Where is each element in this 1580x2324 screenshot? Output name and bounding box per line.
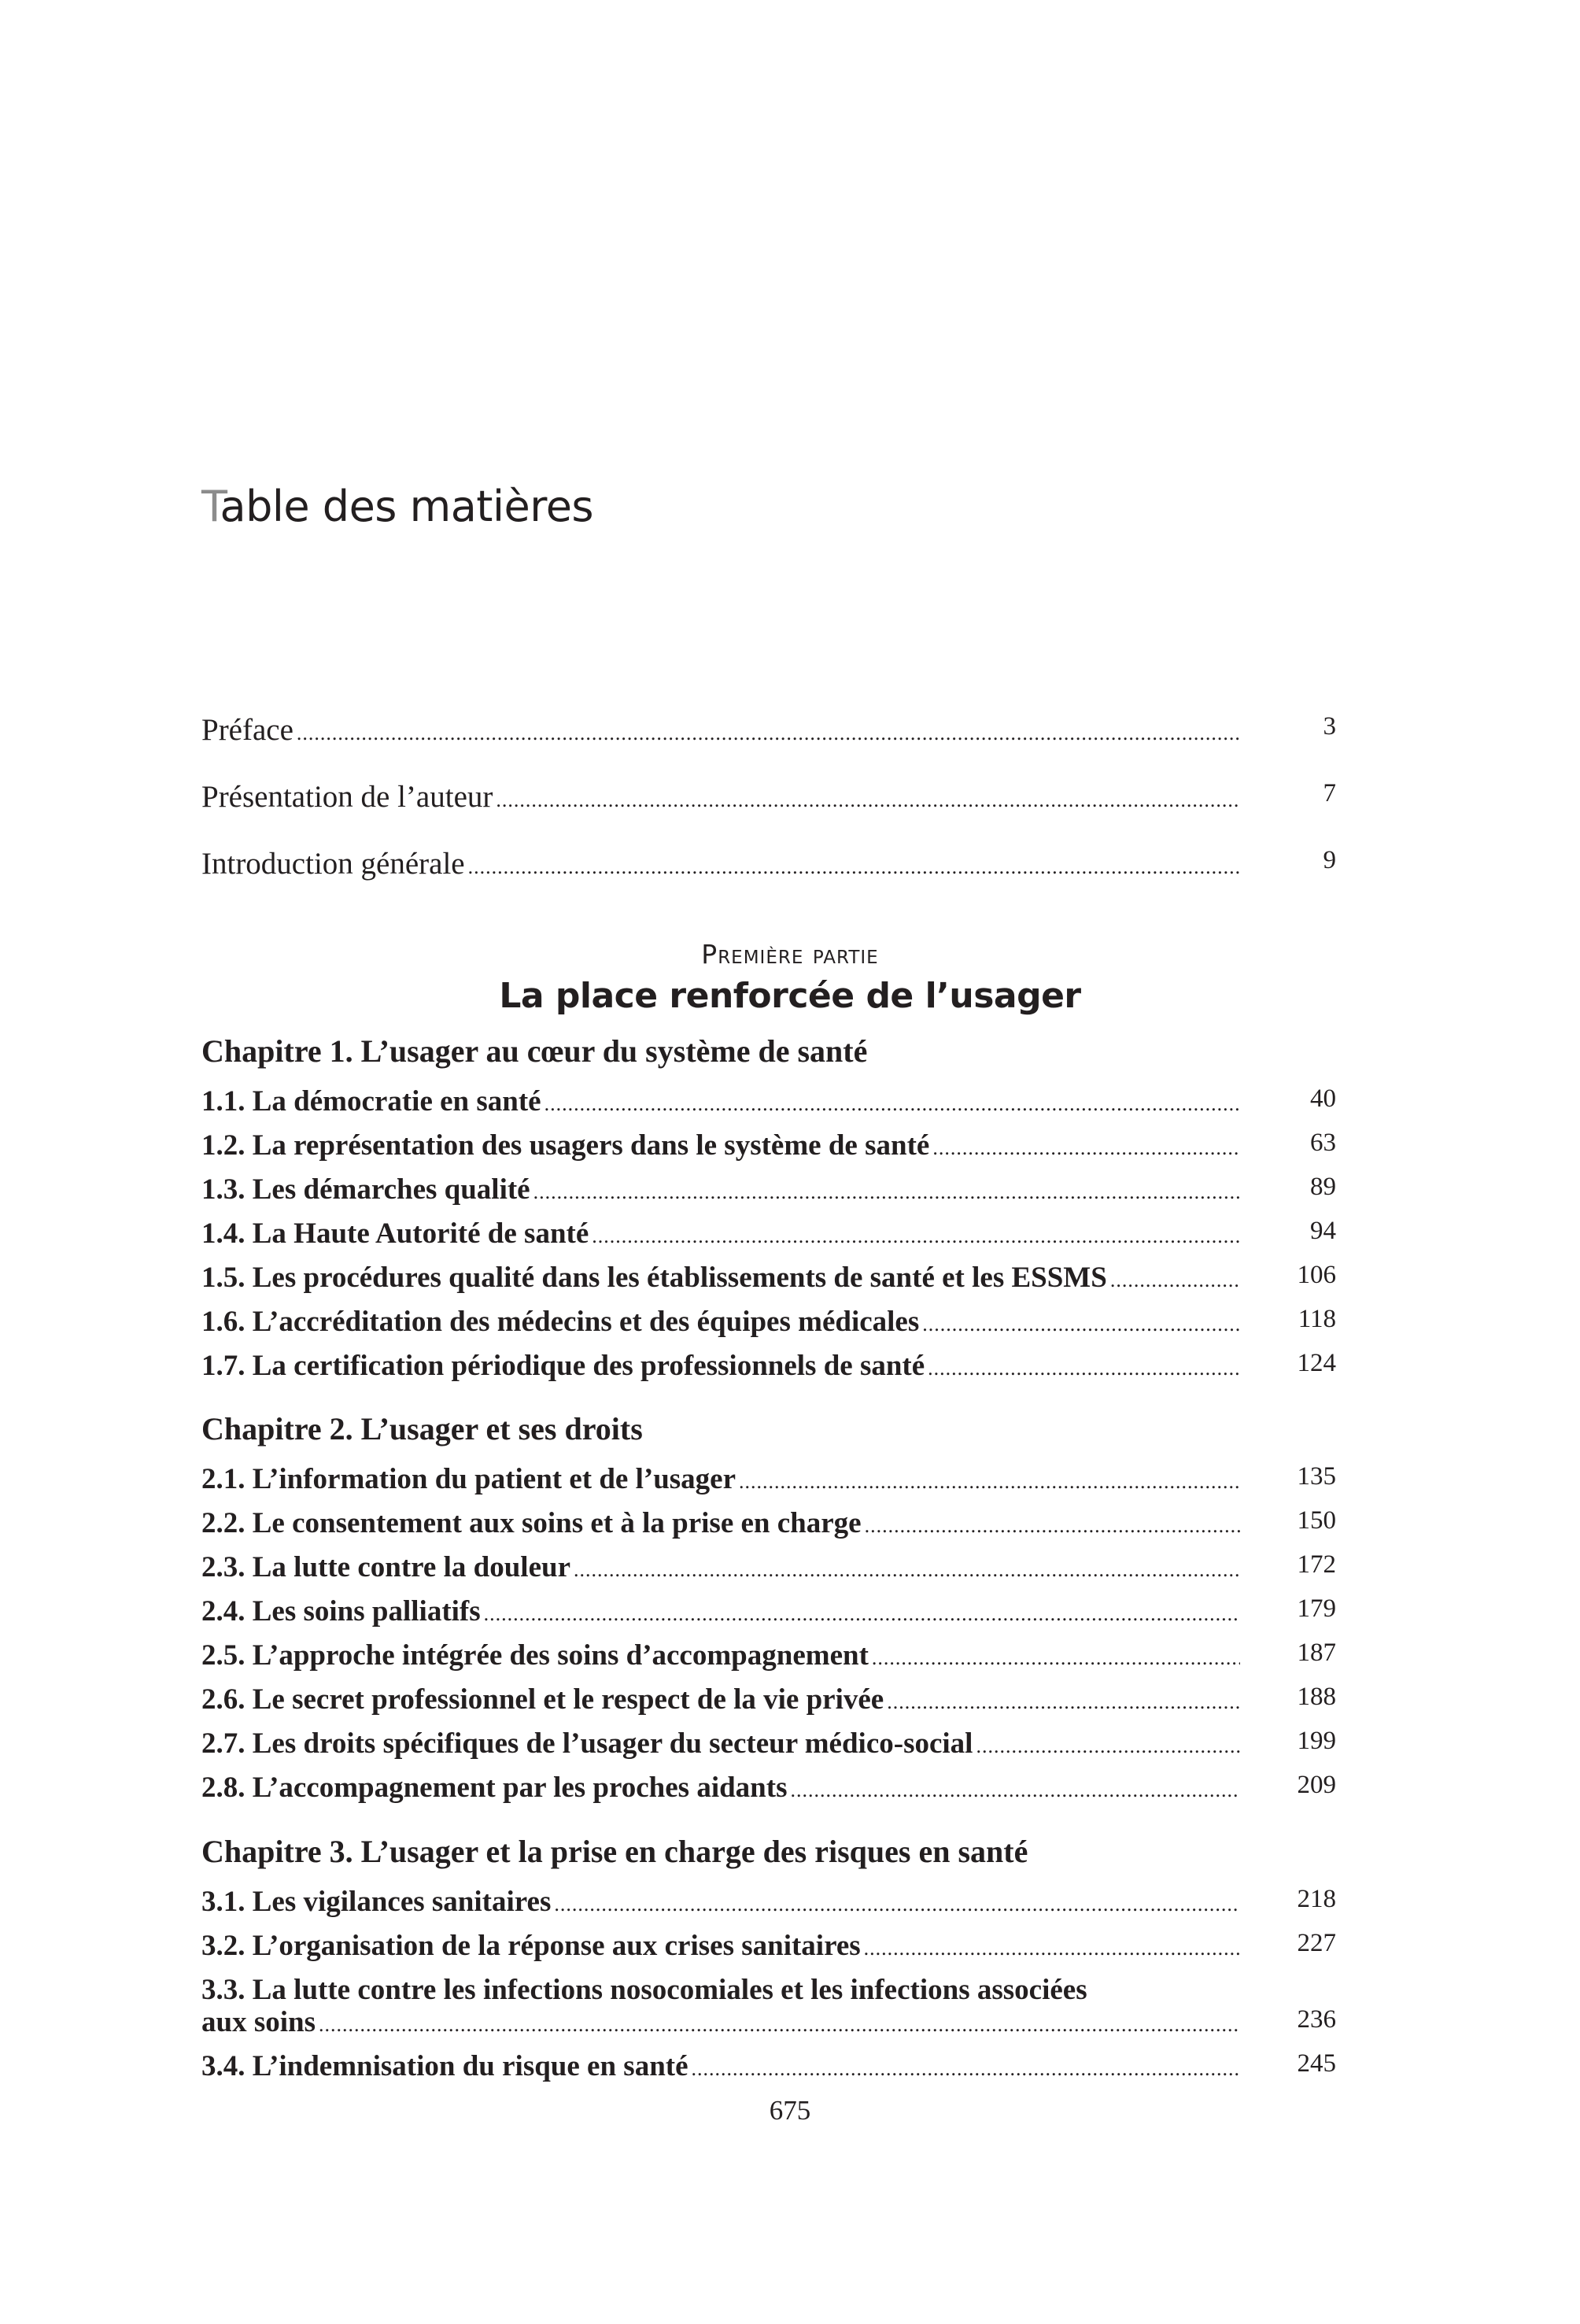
toc-section[interactable] [201, 1594, 1336, 1628]
toc-section-page: 187 [1297, 1639, 1336, 1667]
toc-section[interactable] [201, 1084, 1336, 1118]
toc-section[interactable] [201, 2049, 1336, 2083]
toc-section-label: 2.7. Les droits spécifiques de l’usager du secteur médico-social [201, 1727, 973, 1760]
toc-entry-label: Présentation de l’auteur [201, 780, 493, 814]
toc-section-page: 118 [1298, 1305, 1336, 1333]
toc-section-page: 188 [1297, 1683, 1336, 1711]
dot-leader [484, 1602, 1240, 1626]
toc-section-label: 2.3. La lutte contre la douleur [201, 1551, 570, 1583]
toc-section[interactable] [201, 1550, 1336, 1584]
toc-section[interactable] [201, 1349, 1336, 1383]
toc-entry-label: Introduction générale [201, 847, 465, 881]
toc-section-page: 218 [1297, 1885, 1336, 1913]
toc-section-label: 2.6. Le secret professionnel et le respect de la vie privée [201, 1683, 884, 1716]
toc-section-label: 1.6. L’accréditation des médecins et des équipes médicales [201, 1306, 920, 1338]
toc-section-page: 63 [1310, 1129, 1336, 1157]
chapter-heading: Chapitre 1. L’usager au cœur du système de santé [201, 1033, 868, 1069]
page-title-initial: T [201, 482, 220, 531]
dot-leader [592, 1225, 1240, 1248]
toc-section-label: 3.4. L’indemnisation du risque en santé [201, 2050, 688, 2082]
toc-section-page: 209 [1297, 1771, 1336, 1799]
part-title: La place renforcée de l’usager [499, 976, 1081, 1016]
toc-entry-page: 7 [1323, 779, 1336, 807]
dot-leader [468, 855, 1240, 879]
toc-section-label: 1.1. La démocratie en santé [201, 1085, 541, 1118]
toc-section-label: 2.2. Le consentement aux soins et à la prise en charge [201, 1507, 862, 1539]
dot-leader [976, 1735, 1240, 1758]
dot-leader [545, 1092, 1240, 1116]
toc-section-page: 40 [1310, 1084, 1336, 1113]
toc-entry-presentation-auteur[interactable] [201, 779, 1336, 815]
toc-section[interactable] [201, 1506, 1336, 1540]
toc-section[interactable] [201, 1217, 1336, 1251]
toc-section-label: 1.7. La certification périodique des professionnels de santé [201, 1350, 925, 1382]
toc-section-label: 3.2. L’organisation de la réponse aux crises sanitaires [201, 1930, 861, 1962]
dot-leader [864, 1937, 1240, 1960]
toc-section[interactable] [201, 1305, 1336, 1339]
dot-leader [932, 1136, 1240, 1160]
dot-leader [865, 1514, 1240, 1538]
dot-leader [922, 1313, 1240, 1336]
page-number: 675 [769, 2095, 811, 2126]
part-kicker: Première partie [701, 939, 879, 970]
toc-section-label-line1: 3.3. La lutte contre les infections nosocomiales et les infections associées [201, 1974, 1087, 2006]
dot-leader [872, 1646, 1240, 1670]
page-title [201, 482, 593, 531]
toc-section-page: 94 [1310, 1217, 1336, 1245]
toc-entry-page: 9 [1323, 846, 1336, 874]
toc-section-page: 135 [1297, 1462, 1336, 1491]
toc-section[interactable] [201, 2005, 1336, 2039]
toc-section-page: 199 [1297, 1727, 1336, 1755]
chapter-heading: Chapitre 2. L’usager et ses droits [201, 1411, 643, 1446]
dot-leader [790, 1779, 1240, 1802]
toc-section-label: 2.5. L’approche intégrée des soins d’accompagnement [201, 1639, 869, 1672]
toc-section-label: 3.1. Les vigilances sanitaires [201, 1886, 552, 1918]
dot-leader [554, 1893, 1240, 1916]
toc-section[interactable] [201, 1261, 1336, 1295]
dot-leader [928, 1357, 1240, 1380]
toc-section[interactable] [201, 1885, 1336, 1919]
toc-entry-page: 3 [1323, 712, 1336, 741]
dot-leader [574, 1558, 1240, 1582]
dot-leader [1110, 1269, 1240, 1292]
dot-leader [319, 2013, 1240, 2037]
toc-entry-introduction[interactable] [201, 846, 1336, 881]
toc-section[interactable] [201, 1727, 1336, 1761]
dot-leader [887, 1690, 1240, 1714]
toc-section[interactable] [201, 1639, 1336, 1672]
dot-leader [496, 789, 1240, 812]
chapter-heading: Chapitre 3. L’usager et la prise en charge des risques en santé [201, 1834, 1028, 1869]
toc-section[interactable] [201, 1929, 1336, 1963]
toc-section-page: 179 [1297, 1594, 1336, 1623]
toc-section-page: 236 [1297, 2005, 1336, 2034]
toc-section-page: 89 [1310, 1173, 1336, 1201]
toc-section-label: 2.8. L’accompagnement par les proches aidants [201, 1772, 788, 1804]
toc-section-label: 1.3. Les démarches qualité [201, 1173, 530, 1206]
toc-section-label: 1.2. La représentation des usagers dans le système de santé [201, 1129, 930, 1162]
dot-leader [297, 722, 1240, 745]
toc-entry-preface[interactable] [201, 712, 1336, 748]
toc-section-page: 106 [1297, 1261, 1336, 1289]
toc-section-label: 1.4. La Haute Autorité de santé [201, 1217, 589, 1250]
toc-section[interactable] [201, 1129, 1336, 1162]
toc-section[interactable] [201, 1462, 1336, 1496]
dot-leader [739, 1470, 1240, 1494]
dot-leader [533, 1180, 1240, 1204]
toc-section-page: 172 [1297, 1550, 1336, 1579]
toc-section-label: 2.4. Les soins palliatifs [201, 1595, 481, 1628]
toc-section-page: 245 [1297, 2049, 1336, 2078]
toc-section-page: 150 [1297, 1506, 1336, 1535]
toc-entry-label: Préface [201, 713, 293, 747]
toc-section-page: 124 [1297, 1349, 1336, 1377]
dot-leader [692, 2057, 1240, 2081]
toc-section[interactable] [201, 1683, 1336, 1716]
toc-section-page: 227 [1297, 1929, 1336, 1957]
toc-section[interactable] [201, 1173, 1336, 1206]
toc-section[interactable] [201, 1771, 1336, 1805]
toc-section-label: 2.1. L’information du patient et de l’usager [201, 1463, 736, 1495]
page-title-rest: able des matières [220, 482, 594, 531]
toc-section-label: 1.5. Les procédures qualité dans les établissements de santé et les ESSMS [201, 1262, 1107, 1294]
toc-section-label: aux soins [201, 2006, 316, 2038]
